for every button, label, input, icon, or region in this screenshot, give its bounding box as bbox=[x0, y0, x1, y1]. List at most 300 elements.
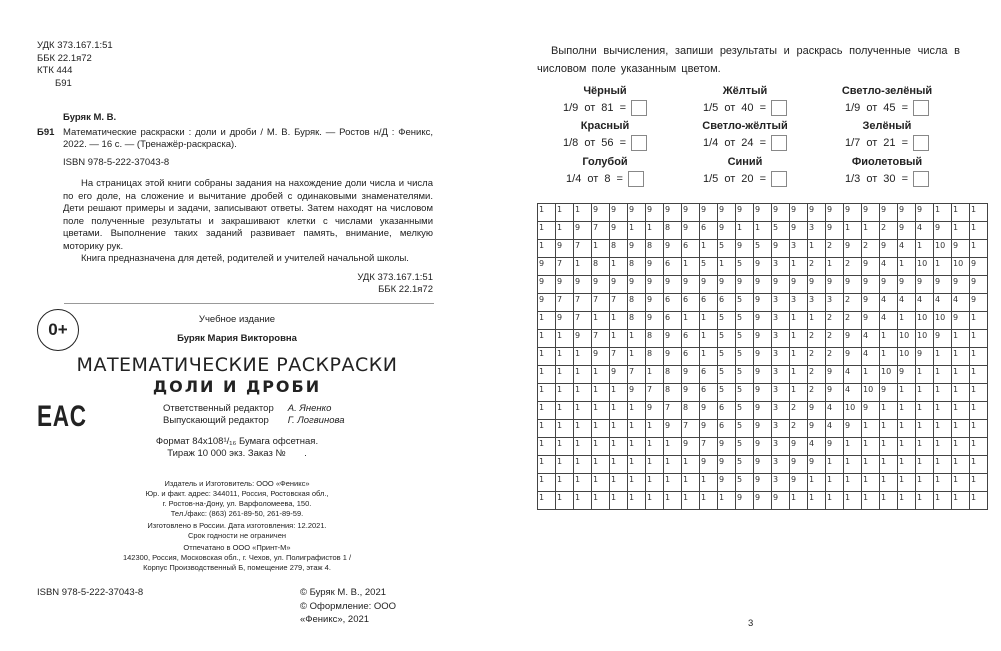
grid-cell[interactable]: 1 bbox=[538, 420, 556, 438]
grid-cell[interactable]: 9 bbox=[772, 276, 790, 294]
grid-cell[interactable]: 9 bbox=[610, 276, 628, 294]
grid-cell[interactable]: 9 bbox=[772, 492, 790, 510]
grid-cell[interactable]: 9 bbox=[646, 402, 664, 420]
grid-cell[interactable]: 1 bbox=[610, 330, 628, 348]
grid-cell[interactable]: 1 bbox=[952, 204, 970, 222]
grid-cell[interactable]: 1 bbox=[808, 312, 826, 330]
grid-cell[interactable]: 9 bbox=[862, 294, 880, 312]
grid-cell[interactable]: 8 bbox=[664, 384, 682, 402]
grid-cell[interactable]: 9 bbox=[826, 204, 844, 222]
grid-cell[interactable]: 5 bbox=[754, 240, 772, 258]
grid-cell[interactable]: 1 bbox=[862, 222, 880, 240]
grid-cell[interactable]: 3 bbox=[772, 402, 790, 420]
grid-cell[interactable]: 10 bbox=[844, 402, 862, 420]
grid-cell[interactable]: 1 bbox=[862, 474, 880, 492]
grid-cell[interactable]: 1 bbox=[844, 438, 862, 456]
grid-cell[interactable]: 2 bbox=[790, 402, 808, 420]
grid-cell[interactable]: 8 bbox=[610, 240, 628, 258]
answer-box[interactable] bbox=[771, 100, 787, 116]
grid-cell[interactable]: 1 bbox=[718, 258, 736, 276]
grid-cell[interactable]: 1 bbox=[970, 492, 988, 510]
grid-cell[interactable]: 9 bbox=[592, 204, 610, 222]
grid-cell[interactable]: 3 bbox=[772, 420, 790, 438]
grid-cell[interactable]: 1 bbox=[790, 366, 808, 384]
grid-cell[interactable]: 6 bbox=[700, 366, 718, 384]
grid-cell[interactable]: 1 bbox=[628, 402, 646, 420]
grid-cell[interactable]: 9 bbox=[736, 276, 754, 294]
grid-cell[interactable]: 4 bbox=[862, 330, 880, 348]
grid-cell[interactable]: 1 bbox=[844, 474, 862, 492]
grid-cell[interactable]: 9 bbox=[952, 276, 970, 294]
grid-cell[interactable]: 9 bbox=[682, 276, 700, 294]
grid-cell[interactable]: 1 bbox=[808, 492, 826, 510]
grid-cell[interactable]: 1 bbox=[592, 384, 610, 402]
grid-cell[interactable]: 1 bbox=[574, 492, 592, 510]
grid-cell[interactable]: 9 bbox=[628, 204, 646, 222]
grid-cell[interactable]: 9 bbox=[754, 330, 772, 348]
grid-cell[interactable]: 1 bbox=[970, 330, 988, 348]
grid-cell[interactable]: 8 bbox=[682, 402, 700, 420]
grid-cell[interactable]: 10 bbox=[934, 240, 952, 258]
grid-cell[interactable]: 9 bbox=[754, 438, 772, 456]
grid-cell[interactable]: 9 bbox=[862, 276, 880, 294]
grid-cell[interactable]: 1 bbox=[970, 456, 988, 474]
answer-box[interactable] bbox=[631, 100, 647, 116]
grid-cell[interactable]: 1 bbox=[538, 312, 556, 330]
grid-cell[interactable]: 9 bbox=[538, 276, 556, 294]
grid-cell[interactable]: 1 bbox=[934, 204, 952, 222]
grid-cell[interactable]: 2 bbox=[844, 258, 862, 276]
grid-cell[interactable]: 9 bbox=[826, 222, 844, 240]
grid-cell[interactable]: 1 bbox=[952, 420, 970, 438]
grid-cell[interactable]: 9 bbox=[862, 312, 880, 330]
grid-cell[interactable]: 1 bbox=[880, 420, 898, 438]
grid-cell[interactable]: 8 bbox=[628, 312, 646, 330]
grid-cell[interactable]: 9 bbox=[754, 258, 772, 276]
grid-cell[interactable]: 5 bbox=[736, 456, 754, 474]
grid-cell[interactable]: 1 bbox=[718, 492, 736, 510]
grid-cell[interactable]: 1 bbox=[574, 420, 592, 438]
grid-cell[interactable]: 1 bbox=[934, 456, 952, 474]
grid-cell[interactable]: 6 bbox=[682, 240, 700, 258]
grid-cell[interactable]: 2 bbox=[790, 420, 808, 438]
grid-cell[interactable]: 1 bbox=[682, 456, 700, 474]
grid-cell[interactable]: 1 bbox=[538, 330, 556, 348]
grid-cell[interactable]: 1 bbox=[916, 474, 934, 492]
grid-cell[interactable]: 1 bbox=[880, 456, 898, 474]
grid-cell[interactable]: 7 bbox=[610, 294, 628, 312]
grid-cell[interactable]: 9 bbox=[664, 420, 682, 438]
grid-cell[interactable]: 1 bbox=[790, 492, 808, 510]
grid-cell[interactable]: 1 bbox=[556, 204, 574, 222]
grid-cell[interactable]: 3 bbox=[772, 258, 790, 276]
grid-cell[interactable]: 1 bbox=[574, 258, 592, 276]
grid-cell[interactable]: 5 bbox=[736, 348, 754, 366]
grid-cell[interactable]: 1 bbox=[898, 474, 916, 492]
grid-cell[interactable]: 9 bbox=[898, 204, 916, 222]
grid-cell[interactable]: 1 bbox=[592, 240, 610, 258]
grid-cell[interactable]: 9 bbox=[736, 492, 754, 510]
grid-cell[interactable]: 2 bbox=[826, 348, 844, 366]
grid-cell[interactable]: 1 bbox=[592, 492, 610, 510]
grid-cell[interactable]: 1 bbox=[646, 474, 664, 492]
grid-cell[interactable]: 1 bbox=[610, 258, 628, 276]
grid-cell[interactable]: 9 bbox=[754, 276, 772, 294]
grid-cell[interactable]: 9 bbox=[574, 330, 592, 348]
grid-cell[interactable]: 1 bbox=[646, 438, 664, 456]
grid-cell[interactable]: 1 bbox=[826, 492, 844, 510]
grid-cell[interactable]: 4 bbox=[826, 420, 844, 438]
grid-cell[interactable]: 5 bbox=[736, 294, 754, 312]
grid-cell[interactable]: 1 bbox=[664, 474, 682, 492]
grid-cell[interactable]: 1 bbox=[970, 384, 988, 402]
grid-cell[interactable]: 3 bbox=[772, 474, 790, 492]
grid-cell[interactable]: 1 bbox=[682, 474, 700, 492]
grid-cell[interactable]: 5 bbox=[736, 312, 754, 330]
grid-cell[interactable]: 9 bbox=[790, 456, 808, 474]
grid-cell[interactable]: 1 bbox=[952, 492, 970, 510]
grid-cell[interactable]: 9 bbox=[664, 330, 682, 348]
grid-cell[interactable]: 1 bbox=[610, 312, 628, 330]
grid-cell[interactable]: 3 bbox=[772, 456, 790, 474]
grid-cell[interactable]: 9 bbox=[772, 204, 790, 222]
grid-cell[interactable]: 1 bbox=[538, 474, 556, 492]
grid-cell[interactable]: 1 bbox=[916, 402, 934, 420]
grid-cell[interactable]: 1 bbox=[826, 258, 844, 276]
grid-cell[interactable]: 1 bbox=[826, 456, 844, 474]
grid-cell[interactable]: 5 bbox=[718, 366, 736, 384]
grid-cell[interactable]: 2 bbox=[844, 312, 862, 330]
grid-cell[interactable]: 9 bbox=[718, 438, 736, 456]
grid-cell[interactable]: 1 bbox=[592, 312, 610, 330]
grid-cell[interactable]: 5 bbox=[736, 366, 754, 384]
grid-cell[interactable]: 6 bbox=[664, 258, 682, 276]
grid-cell[interactable]: 9 bbox=[970, 294, 988, 312]
grid-cell[interactable]: 9 bbox=[970, 276, 988, 294]
grid-cell[interactable]: 4 bbox=[916, 222, 934, 240]
grid-cell[interactable]: 2 bbox=[808, 258, 826, 276]
grid-cell[interactable]: 1 bbox=[628, 348, 646, 366]
grid-cell[interactable]: 1 bbox=[970, 420, 988, 438]
grid-cell[interactable]: 5 bbox=[718, 348, 736, 366]
grid-cell[interactable]: 1 bbox=[880, 348, 898, 366]
grid-cell[interactable]: 1 bbox=[790, 384, 808, 402]
grid-cell[interactable]: 8 bbox=[664, 222, 682, 240]
grid-cell[interactable]: 8 bbox=[628, 258, 646, 276]
grid-cell[interactable]: 9 bbox=[754, 492, 772, 510]
grid-cell[interactable]: 7 bbox=[592, 222, 610, 240]
grid-cell[interactable]: 9 bbox=[880, 204, 898, 222]
answer-box[interactable] bbox=[631, 135, 647, 151]
grid-cell[interactable]: 6 bbox=[718, 294, 736, 312]
grid-cell[interactable]: 6 bbox=[664, 294, 682, 312]
grid-cell[interactable]: 6 bbox=[718, 402, 736, 420]
grid-cell[interactable]: 1 bbox=[610, 384, 628, 402]
grid-cell[interactable]: 1 bbox=[970, 312, 988, 330]
grid-cell[interactable]: 1 bbox=[970, 348, 988, 366]
grid-cell[interactable]: 1 bbox=[916, 438, 934, 456]
grid-cell[interactable]: 9 bbox=[916, 276, 934, 294]
grid-cell[interactable]: 1 bbox=[556, 222, 574, 240]
grid-cell[interactable]: 1 bbox=[898, 438, 916, 456]
grid-cell[interactable]: 9 bbox=[880, 240, 898, 258]
grid-cell[interactable]: 9 bbox=[862, 258, 880, 276]
grid-cell[interactable]: 4 bbox=[880, 312, 898, 330]
grid-cell[interactable]: 1 bbox=[646, 222, 664, 240]
grid-cell[interactable]: 3 bbox=[772, 438, 790, 456]
grid-cell[interactable]: 9 bbox=[790, 438, 808, 456]
grid-cell[interactable]: 1 bbox=[862, 438, 880, 456]
grid-cell[interactable]: 9 bbox=[898, 366, 916, 384]
grid-cell[interactable]: 9 bbox=[700, 420, 718, 438]
grid-cell[interactable]: 9 bbox=[754, 420, 772, 438]
grid-cell[interactable]: 3 bbox=[826, 294, 844, 312]
grid-cell[interactable]: 1 bbox=[970, 474, 988, 492]
grid-cell[interactable]: 9 bbox=[844, 240, 862, 258]
grid-cell[interactable]: 9 bbox=[682, 384, 700, 402]
grid-cell[interactable]: 1 bbox=[844, 222, 862, 240]
grid-cell[interactable]: 1 bbox=[646, 420, 664, 438]
grid-cell[interactable]: 1 bbox=[952, 330, 970, 348]
grid-cell[interactable]: 1 bbox=[556, 348, 574, 366]
grid-cell[interactable]: 1 bbox=[880, 438, 898, 456]
grid-cell[interactable]: 1 bbox=[952, 366, 970, 384]
grid-cell[interactable]: 1 bbox=[880, 402, 898, 420]
grid-cell[interactable]: 9 bbox=[664, 348, 682, 366]
grid-cell[interactable]: 4 bbox=[898, 240, 916, 258]
grid-cell[interactable]: 1 bbox=[538, 438, 556, 456]
grid-cell[interactable]: 2 bbox=[826, 312, 844, 330]
grid-cell[interactable]: 1 bbox=[538, 384, 556, 402]
grid-cell[interactable]: 9 bbox=[646, 312, 664, 330]
grid-cell[interactable]: 6 bbox=[682, 330, 700, 348]
grid-cell[interactable]: 1 bbox=[898, 258, 916, 276]
grid-cell[interactable]: 1 bbox=[934, 258, 952, 276]
grid-cell[interactable]: 1 bbox=[556, 384, 574, 402]
grid-cell[interactable]: 9 bbox=[844, 348, 862, 366]
grid-cell[interactable]: 9 bbox=[538, 258, 556, 276]
grid-cell[interactable]: 5 bbox=[736, 420, 754, 438]
grid-cell[interactable]: 9 bbox=[754, 366, 772, 384]
grid-cell[interactable]: 1 bbox=[790, 330, 808, 348]
grid-cell[interactable]: 1 bbox=[898, 456, 916, 474]
grid-cell[interactable]: 9 bbox=[754, 402, 772, 420]
grid-cell[interactable]: 1 bbox=[934, 474, 952, 492]
grid-cell[interactable]: 9 bbox=[700, 276, 718, 294]
grid-cell[interactable]: 1 bbox=[556, 438, 574, 456]
grid-cell[interactable]: 2 bbox=[862, 240, 880, 258]
answer-box[interactable] bbox=[913, 135, 929, 151]
grid-cell[interactable]: 8 bbox=[646, 348, 664, 366]
grid-cell[interactable]: 1 bbox=[898, 492, 916, 510]
grid-cell[interactable]: 9 bbox=[592, 348, 610, 366]
grid-cell[interactable]: 1 bbox=[970, 366, 988, 384]
grid-cell[interactable]: 9 bbox=[700, 456, 718, 474]
grid-cell[interactable]: 6 bbox=[682, 348, 700, 366]
grid-cell[interactable]: 1 bbox=[970, 402, 988, 420]
grid-cell[interactable]: 9 bbox=[916, 204, 934, 222]
grid-cell[interactable]: 10 bbox=[916, 258, 934, 276]
grid-cell[interactable]: 5 bbox=[736, 474, 754, 492]
grid-cell[interactable]: 9 bbox=[844, 204, 862, 222]
grid-cell[interactable]: 9 bbox=[844, 420, 862, 438]
grid-cell[interactable]: 9 bbox=[826, 276, 844, 294]
grid-cell[interactable]: 3 bbox=[772, 384, 790, 402]
grid-cell[interactable]: 1 bbox=[574, 384, 592, 402]
grid-cell[interactable]: 9 bbox=[826, 384, 844, 402]
grid-cell[interactable]: 9 bbox=[736, 204, 754, 222]
grid-cell[interactable]: 9 bbox=[790, 204, 808, 222]
grid-cell[interactable]: 8 bbox=[592, 258, 610, 276]
grid-cell[interactable]: 7 bbox=[574, 240, 592, 258]
grid-cell[interactable]: 9 bbox=[754, 312, 772, 330]
grid-cell[interactable]: 7 bbox=[556, 294, 574, 312]
grid-cell[interactable]: 1 bbox=[970, 240, 988, 258]
grid-cell[interactable]: 7 bbox=[610, 348, 628, 366]
grid-cell[interactable]: 9 bbox=[790, 222, 808, 240]
grid-cell[interactable]: 9 bbox=[664, 240, 682, 258]
grid-cell[interactable]: 1 bbox=[862, 420, 880, 438]
grid-cell[interactable]: 9 bbox=[898, 222, 916, 240]
grid-cell[interactable]: 9 bbox=[808, 204, 826, 222]
grid-cell[interactable]: 9 bbox=[682, 366, 700, 384]
grid-cell[interactable]: 4 bbox=[880, 258, 898, 276]
grid-cell[interactable]: 1 bbox=[952, 402, 970, 420]
grid-cell[interactable]: 5 bbox=[736, 384, 754, 402]
grid-cell[interactable]: 9 bbox=[826, 438, 844, 456]
grid-cell[interactable]: 9 bbox=[790, 276, 808, 294]
grid-cell[interactable]: 1 bbox=[556, 366, 574, 384]
grid-cell[interactable]: 1 bbox=[952, 456, 970, 474]
grid-cell[interactable]: 1 bbox=[970, 438, 988, 456]
grid-cell[interactable]: 1 bbox=[880, 330, 898, 348]
grid-cell[interactable]: 8 bbox=[664, 366, 682, 384]
grid-cell[interactable]: 1 bbox=[610, 402, 628, 420]
grid-cell[interactable]: 1 bbox=[628, 222, 646, 240]
grid-cell[interactable]: 1 bbox=[700, 240, 718, 258]
grid-cell[interactable]: 1 bbox=[664, 456, 682, 474]
grid-cell[interactable]: 7 bbox=[628, 366, 646, 384]
grid-cell[interactable]: 9 bbox=[718, 222, 736, 240]
grid-cell[interactable]: 1 bbox=[808, 240, 826, 258]
grid-cell[interactable]: 9 bbox=[556, 276, 574, 294]
grid-cell[interactable]: 9 bbox=[754, 456, 772, 474]
grid-cell[interactable]: 9 bbox=[736, 240, 754, 258]
answer-box[interactable] bbox=[771, 171, 787, 187]
grid-cell[interactable]: 1 bbox=[628, 492, 646, 510]
grid-cell[interactable]: 2 bbox=[844, 294, 862, 312]
grid-cell[interactable]: 9 bbox=[898, 276, 916, 294]
grid-cell[interactable]: 9 bbox=[754, 348, 772, 366]
grid-cell[interactable]: 1 bbox=[700, 312, 718, 330]
grid-cell[interactable]: 1 bbox=[592, 366, 610, 384]
grid-cell[interactable]: 9 bbox=[754, 204, 772, 222]
grid-cell[interactable]: 1 bbox=[682, 258, 700, 276]
grid-cell[interactable]: 10 bbox=[916, 312, 934, 330]
grid-cell[interactable]: 5 bbox=[718, 384, 736, 402]
grid-cell[interactable]: 1 bbox=[574, 456, 592, 474]
grid-cell[interactable]: 4 bbox=[826, 402, 844, 420]
grid-cell[interactable]: 9 bbox=[970, 258, 988, 276]
grid-cell[interactable]: 5 bbox=[718, 312, 736, 330]
grid-cell[interactable]: 9 bbox=[628, 384, 646, 402]
grid-cell[interactable]: 1 bbox=[574, 204, 592, 222]
grid-cell[interactable]: 1 bbox=[916, 384, 934, 402]
grid-cell[interactable]: 6 bbox=[682, 294, 700, 312]
grid-cell[interactable]: 9 bbox=[880, 276, 898, 294]
grid-cell[interactable]: 3 bbox=[772, 312, 790, 330]
grid-cell[interactable]: 10 bbox=[862, 384, 880, 402]
grid-cell[interactable]: 7 bbox=[664, 402, 682, 420]
grid-cell[interactable]: 3 bbox=[772, 330, 790, 348]
grid-cell[interactable]: 1 bbox=[952, 438, 970, 456]
grid-cell[interactable]: 1 bbox=[898, 420, 916, 438]
grid-cell[interactable]: 7 bbox=[700, 438, 718, 456]
grid-cell[interactable]: 9 bbox=[880, 384, 898, 402]
grid-cell[interactable]: 1 bbox=[862, 366, 880, 384]
grid-cell[interactable]: 1 bbox=[916, 420, 934, 438]
grid-cell[interactable]: 1 bbox=[898, 402, 916, 420]
grid-cell[interactable]: 1 bbox=[556, 456, 574, 474]
grid-cell[interactable]: 9 bbox=[664, 204, 682, 222]
grid-cell[interactable]: 1 bbox=[574, 348, 592, 366]
grid-cell[interactable]: 8 bbox=[628, 294, 646, 312]
grid-cell[interactable]: 1 bbox=[916, 492, 934, 510]
grid-cell[interactable]: 1 bbox=[862, 492, 880, 510]
grid-cell[interactable]: 10 bbox=[898, 330, 916, 348]
grid-cell[interactable]: 9 bbox=[664, 276, 682, 294]
grid-cell[interactable]: 9 bbox=[700, 402, 718, 420]
grid-cell[interactable]: 1 bbox=[592, 420, 610, 438]
grid-cell[interactable]: 1 bbox=[538, 456, 556, 474]
grid-cell[interactable]: 4 bbox=[934, 294, 952, 312]
grid-cell[interactable]: 1 bbox=[538, 222, 556, 240]
grid-cell[interactable]: 1 bbox=[754, 222, 772, 240]
grid-cell[interactable]: 9 bbox=[754, 384, 772, 402]
grid-cell[interactable]: 9 bbox=[628, 240, 646, 258]
grid-cell[interactable]: 1 bbox=[628, 330, 646, 348]
grid-cell[interactable]: 9 bbox=[610, 366, 628, 384]
grid-cell[interactable]: 1 bbox=[556, 474, 574, 492]
grid-cell[interactable]: 1 bbox=[610, 492, 628, 510]
grid-cell[interactable]: 9 bbox=[538, 294, 556, 312]
grid-cell[interactable]: 9 bbox=[844, 276, 862, 294]
grid-cell[interactable]: 1 bbox=[610, 420, 628, 438]
grid-cell[interactable]: 9 bbox=[574, 222, 592, 240]
grid-cell[interactable]: 9 bbox=[556, 312, 574, 330]
grid-cell[interactable]: 1 bbox=[790, 258, 808, 276]
grid-cell[interactable]: 10 bbox=[880, 366, 898, 384]
grid-cell[interactable]: 1 bbox=[700, 492, 718, 510]
grid-cell[interactable]: 4 bbox=[808, 438, 826, 456]
grid-cell[interactable]: 9 bbox=[916, 348, 934, 366]
grid-cell[interactable]: 10 bbox=[934, 312, 952, 330]
grid-cell[interactable]: 9 bbox=[718, 456, 736, 474]
grid-cell[interactable]: 9 bbox=[556, 240, 574, 258]
grid-cell[interactable]: 1 bbox=[592, 474, 610, 492]
grid-cell[interactable]: 1 bbox=[934, 384, 952, 402]
grid-cell[interactable]: 2 bbox=[826, 240, 844, 258]
grid-cell[interactable]: 1 bbox=[700, 330, 718, 348]
grid-cell[interactable]: 2 bbox=[808, 366, 826, 384]
grid-cell[interactable]: 1 bbox=[880, 474, 898, 492]
grid-cell[interactable]: 1 bbox=[664, 438, 682, 456]
grid-cell[interactable]: 9 bbox=[772, 240, 790, 258]
grid-cell[interactable]: 5 bbox=[736, 330, 754, 348]
grid-cell[interactable]: 9 bbox=[592, 276, 610, 294]
grid-cell[interactable]: 3 bbox=[772, 294, 790, 312]
grid-cell[interactable]: 1 bbox=[592, 438, 610, 456]
